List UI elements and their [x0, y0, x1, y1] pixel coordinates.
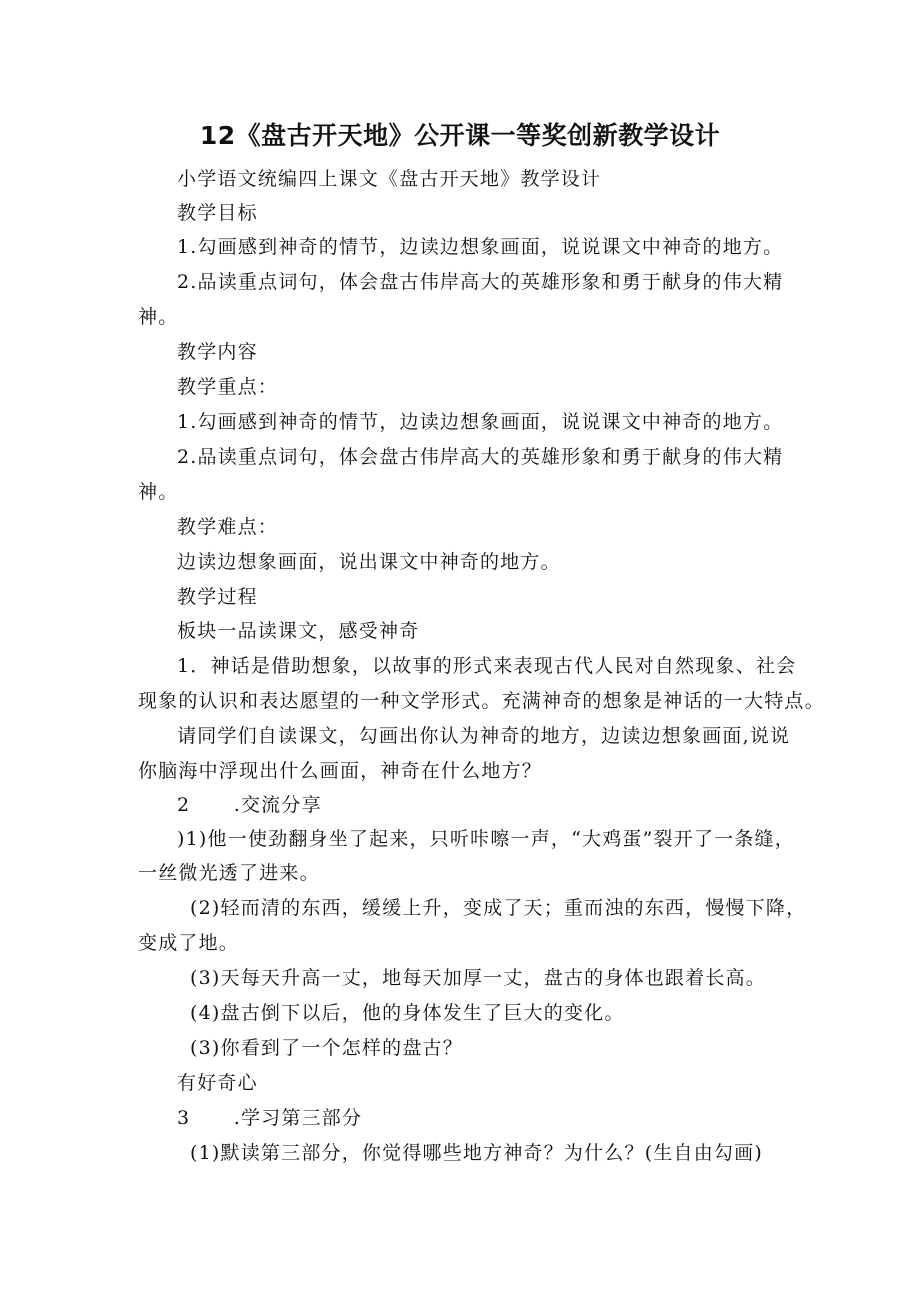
difficulty-text: 边读边想象画面，说出课文中神奇的地方。	[177, 551, 561, 573]
step-3-question-1: (1)默读第三部分，你觉得哪些地方神奇？为什么？(生自由勾画)	[190, 1142, 763, 1164]
quote-1-line-1: )1)他一使劲翻身坐了起来，只听咔嚓一声，“大鸡蛋”裂开了一条缝，	[177, 828, 795, 850]
goal-item-1: 1.勾画感到神奇的情节，边读边想象画面，说说课文中神奇的地方。	[177, 236, 784, 258]
section-one-heading: 板块一品读课文，感受神奇	[177, 620, 420, 642]
subtitle-line: 小学语文统编四上课文《盘古开天地》教学设计	[177, 168, 602, 190]
quote-2-line-1: (2)轻而清的东西，缓缓上升，变成了天；重而浊的东西，慢慢下降，	[190, 897, 807, 919]
quote-3: (3)天每天升高一丈，地每天加厚一丈，盘古的身体也跟着长高。	[190, 967, 766, 989]
step-1-line-1: 1．神话是借助想象，以故事的形式来表现古代人民对自然现象、社会	[177, 655, 797, 677]
step-2-heading: 2 .交流分享	[177, 794, 322, 816]
heading-teaching-content: 教学内容	[177, 341, 258, 363]
goal-item-2: 2.品读重点词句，体会盘古伟岸高大的英雄形象和勇于献身的伟大精	[177, 271, 784, 293]
key-point-2: 2.品读重点词句，体会盘古伟岸高大的英雄形象和勇于献身的伟大精	[177, 446, 784, 468]
quote-4: (4)盘古倒下以后，他的身体发生了巨大的变化。	[190, 1002, 625, 1024]
instruction-line-1: 请同学们自读课文，勾画出你认为神奇的地方，边读边想象画面,说说	[177, 725, 791, 747]
quote-2-line-2: 变成了地。	[138, 932, 240, 954]
quote-1-line-2: 一丝微光透了进来。	[138, 862, 320, 884]
heading-teaching-process: 教学过程	[177, 586, 258, 608]
step-1-line-2: 现象的认识和表达愿望的一种文学形式。充满神奇的想象是神话的一大特点。	[138, 690, 825, 712]
heading-difficulties: 教学难点：	[177, 516, 279, 538]
heading-key-points: 教学重点：	[177, 376, 279, 398]
answer-line: 有好奇心	[177, 1072, 258, 1094]
question-3: (3)你看到了一个怎样的盘古？	[190, 1037, 463, 1059]
document-title: 12《盘古开天地》公开课一等奖创新教学设计	[199, 121, 721, 150]
step-3-heading: 3 .学习第三部分	[177, 1107, 363, 1129]
key-point-2-continued: 神。	[138, 481, 179, 503]
key-point-1: 1.勾画感到神奇的情节，边读边想象画面，说说课文中神奇的地方。	[177, 411, 784, 433]
heading-teaching-goals: 教学目标	[177, 202, 258, 224]
goal-item-2-continued: 神。	[138, 306, 179, 328]
instruction-line-2: 你脑海中浮现出什么画面，神奇在什么地方？	[138, 760, 543, 782]
